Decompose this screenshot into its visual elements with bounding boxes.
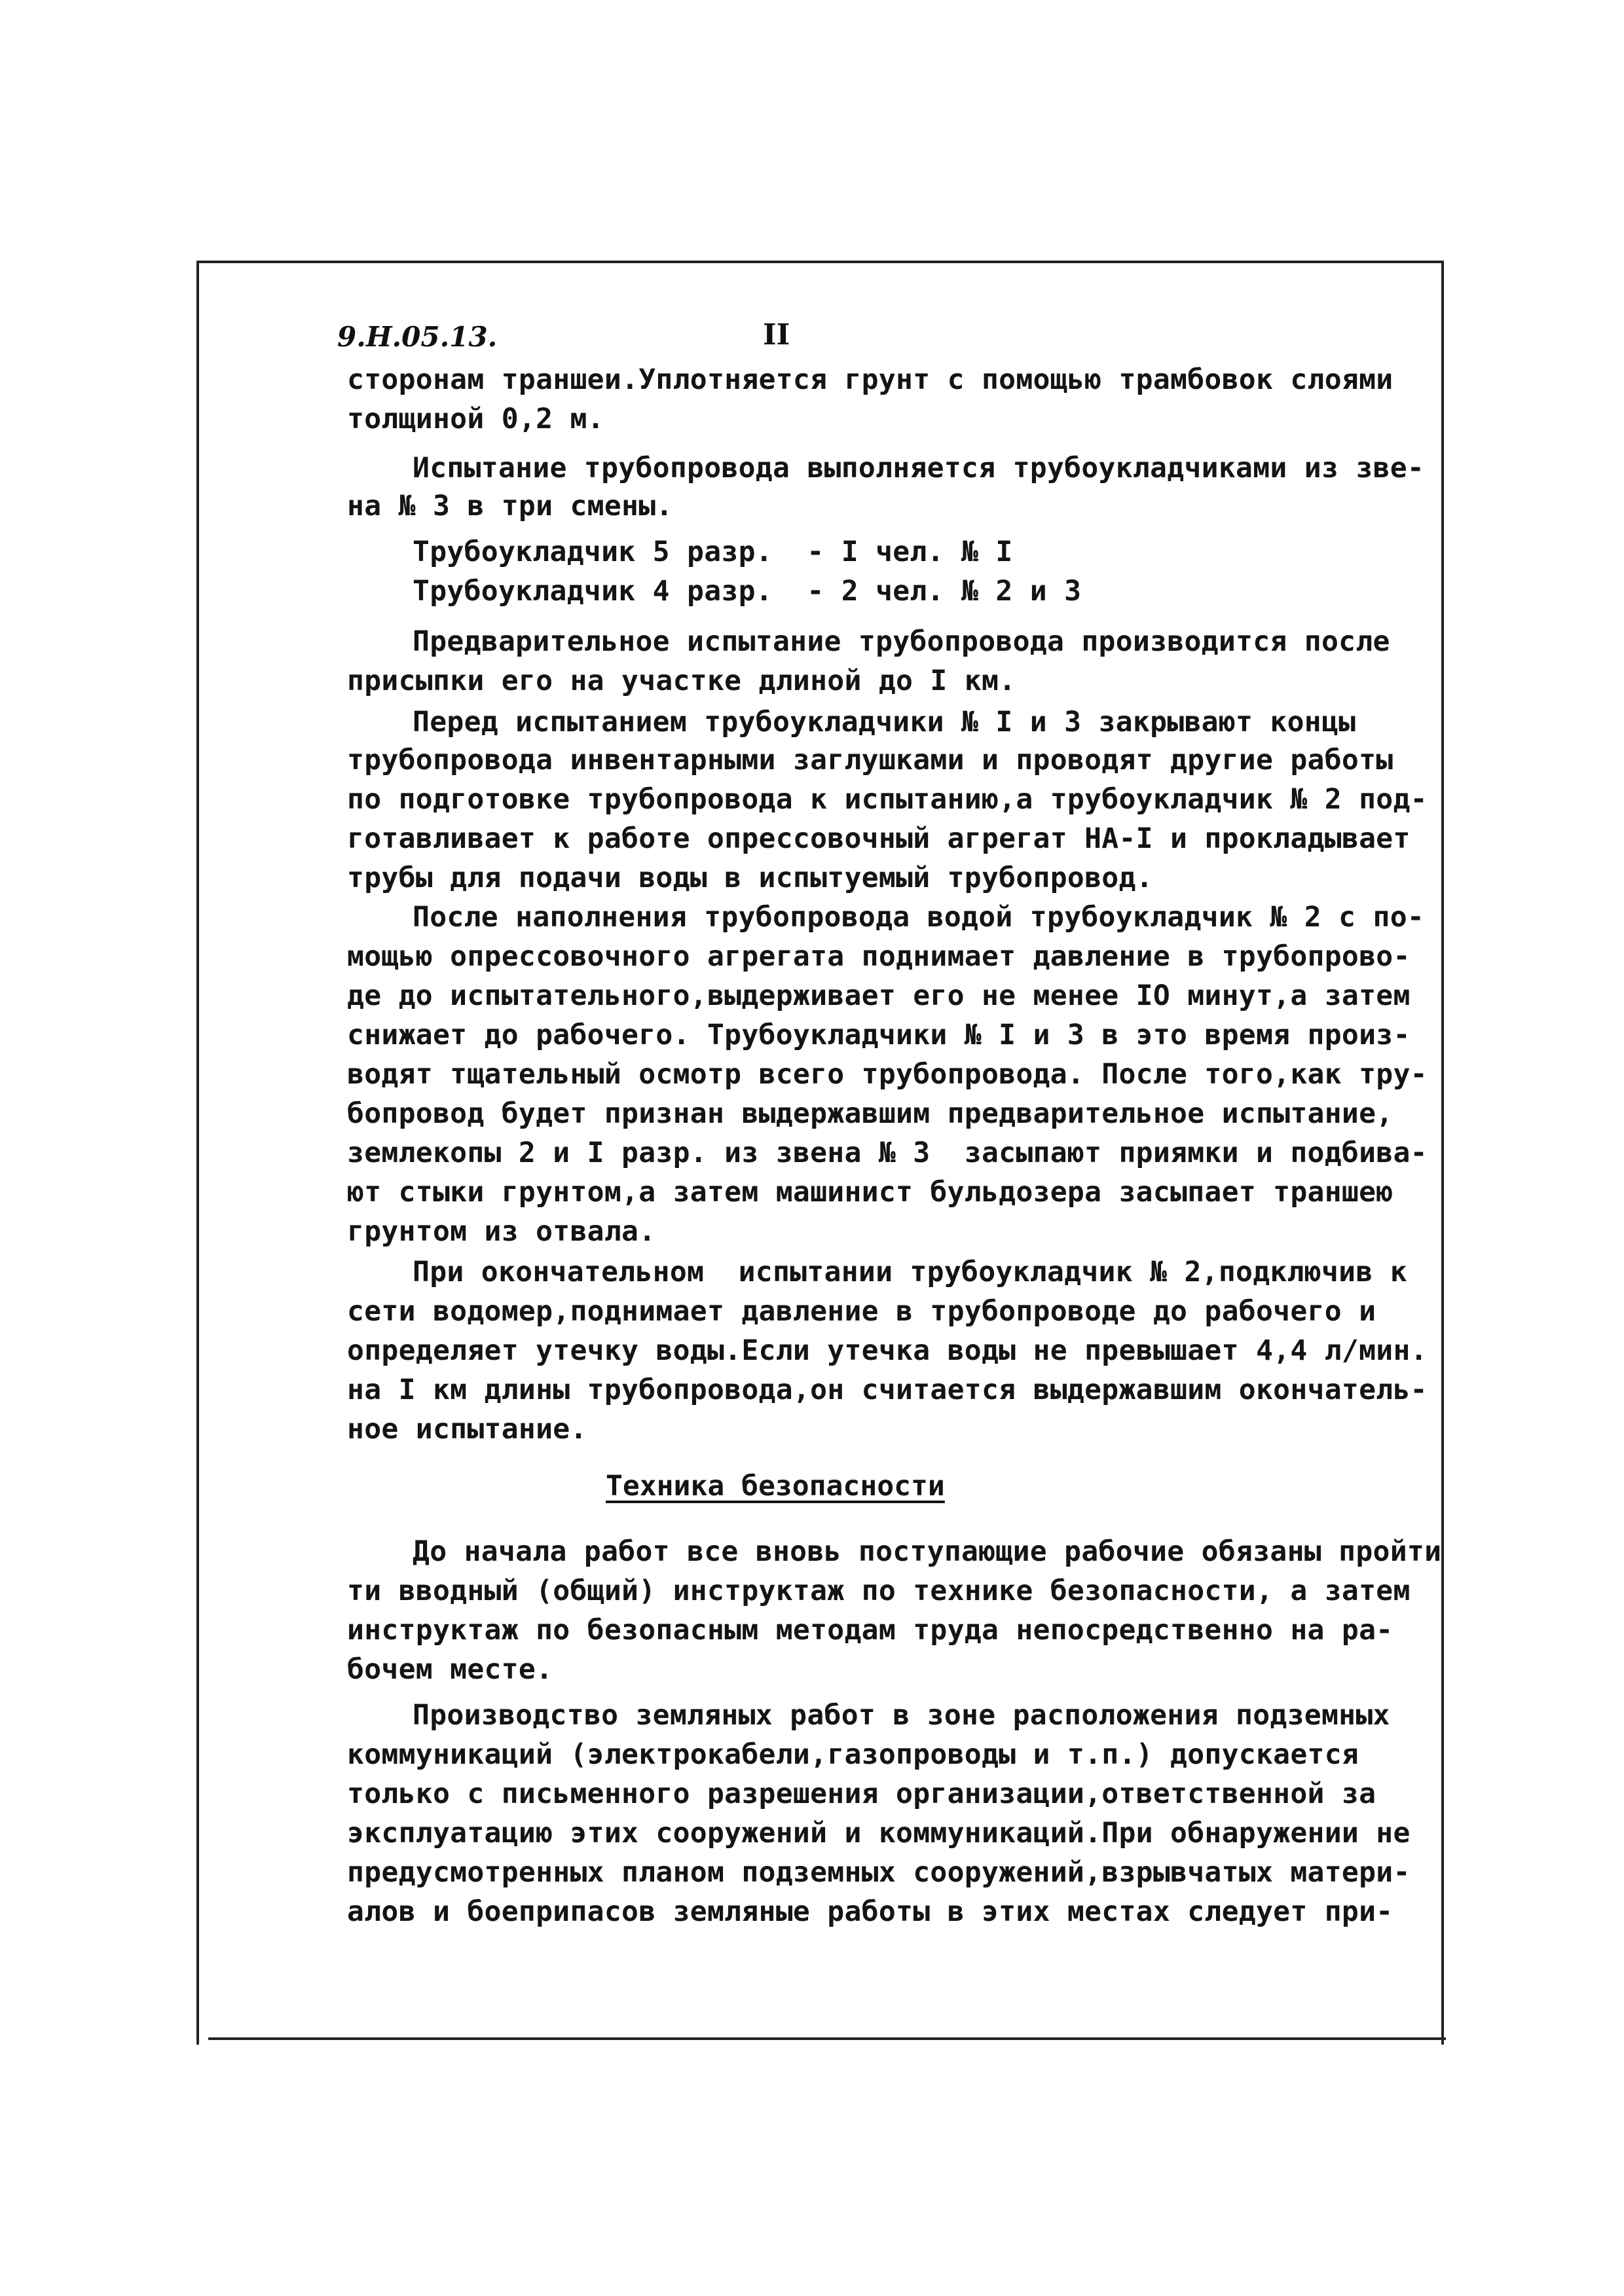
text-line: толщиной 0,2 м.: [347, 403, 604, 435]
text-line: определяет утечку воды.Если утечка воды не превышает 4,4 л/мин.: [347, 1334, 1428, 1367]
text-line: водят тщательный осмотр всего трубопровода. После того,как тру-: [347, 1058, 1428, 1091]
text-line: де до испытательного,выдерживает его не менее IO минут,а затем: [347, 979, 1411, 1012]
text-line: эксплуатацию этих сооружений и коммуникаций.При обнаружении не: [347, 1817, 1411, 1850]
text-line: по подготовке трубопровода к испытанию,а трубоукладчик № 2 под-: [347, 783, 1428, 816]
text-line: Производство земляных работ в зоне расположения подземных: [413, 1699, 1390, 1732]
text-line: только с письменного разрешения организации,ответственной за: [347, 1777, 1376, 1810]
document-code: 9.Н.05.13.: [337, 321, 498, 353]
text-line: Трубоукладчик 4 разр. - 2 чел. № 2 и 3: [413, 575, 1082, 608]
text-line: коммуникаций (электрокабели,газопроводы и т.п.) допускается: [347, 1738, 1359, 1771]
bottom-rule: [208, 2037, 1446, 2040]
text-line: бопровод будет признан выдержавшим предварительное испытание,: [347, 1097, 1393, 1130]
text-line: Испытание трубопровода выполняется трубоукладчиками из зве-: [413, 452, 1425, 484]
text-line: готавливает к работе опрессовочный агрегат НА-I и прокладывает: [347, 822, 1411, 855]
text-line: мощью опрессовочного агрегата поднимает давление в трубопрово-: [347, 940, 1411, 973]
page-number: II: [763, 318, 790, 352]
text-line: на № 3 в три смены.: [347, 490, 673, 522]
text-line: снижает до рабочего. Трубоукладчики № I и 3 в это время произ-: [347, 1019, 1411, 1051]
text-line: бочем месте.: [347, 1653, 553, 1686]
text-line: ют стыки грунтом,а затем машинист бульдозера засыпает траншею: [347, 1176, 1393, 1209]
text-line: При окончательном испытании трубоукладчик № 2,подключив к: [413, 1256, 1407, 1288]
text-line: на I км длины трубопровода,он считается выдержавшим окончатель-: [347, 1374, 1428, 1406]
text-line: инструктаж по безопасным методам труда непосредственно на ра-: [347, 1614, 1393, 1647]
text-line: грунтом из отвала.: [347, 1215, 656, 1248]
text-line: алов и боеприпасов земляные работы в этих местах следует при-: [347, 1895, 1393, 1928]
text-line: ное испытание.: [347, 1413, 587, 1446]
text-line: Трубоукладчик 5 разр. - I чел. № I: [413, 536, 1013, 568]
text-line: сторонам траншеи.Уплотняется грунт с помощью трамбовок слоями: [347, 363, 1393, 396]
text-line: присыпки его на участке длиной до I км.: [347, 665, 1016, 697]
text-line: До начала работ все вновь поступающие рабочие обязаны пройти: [413, 1535, 1442, 1568]
text-line: трубы для подачи воды в испытуемый трубопровод.: [347, 862, 1153, 894]
text-line: Предварительное испытание трубопровода производится после: [413, 625, 1390, 658]
text-line: землекопы 2 и I разр. из звена № 3 засыпают приямки и подбива-: [347, 1137, 1428, 1169]
section-heading: Техника безопасности: [606, 1470, 945, 1503]
text-line: трубопровода инвентарными заглушками и проводят другие работы: [347, 744, 1393, 776]
text-line: предусмотренных планом подземных сооружений,взрывчатых матери-: [347, 1856, 1411, 1889]
text-line: ти вводный (общий) инструктаж по технике безопасности, а затем: [347, 1575, 1411, 1607]
text-line: Перед испытанием трубоукладчики № I и 3 закрывают концы: [413, 706, 1356, 738]
text-line: сети водомер,поднимает давление в трубопроводе до рабочего и: [347, 1295, 1376, 1328]
text-line: После наполнения трубопровода водой трубоукладчик № 2 с по-: [413, 901, 1425, 934]
